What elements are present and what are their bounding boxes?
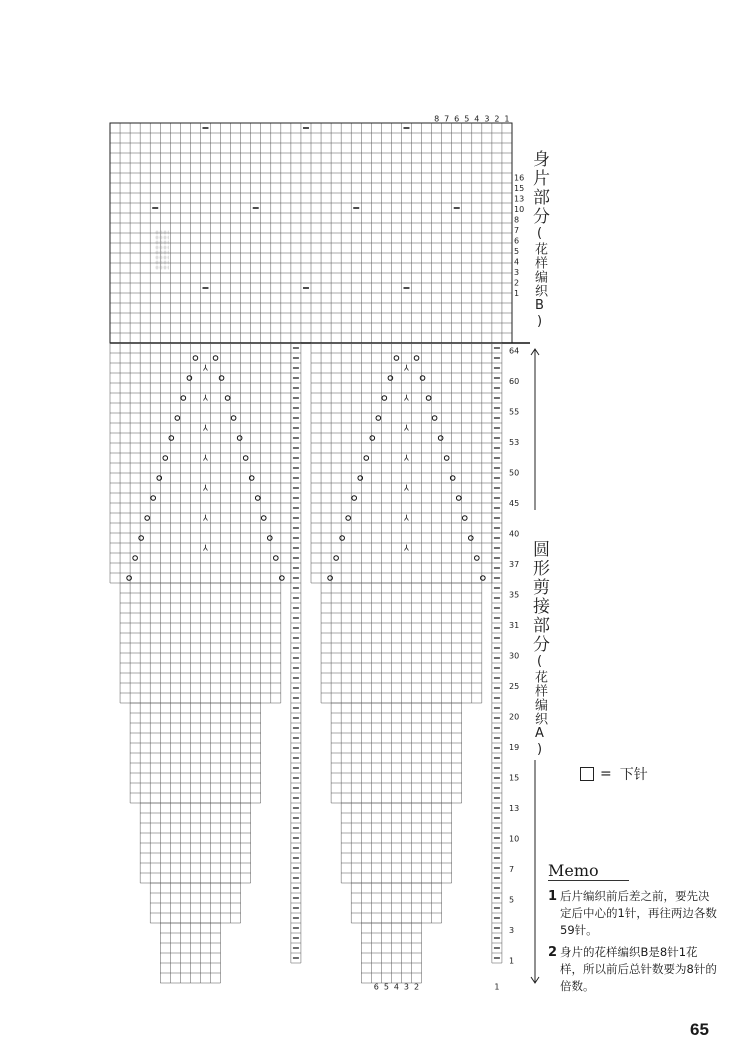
row-number: 7	[509, 865, 515, 874]
row-number: 1	[509, 956, 515, 966]
row-number: 19	[509, 743, 520, 752]
yarn-over-mark	[127, 576, 132, 581]
k2tog-mark: ⅄	[203, 453, 208, 463]
yarn-over-mark	[340, 536, 345, 541]
yarn-over-mark	[225, 396, 230, 401]
yarn-over-mark	[133, 556, 138, 561]
memo-note-text: 身片的花样编织B是8针1花样，所以前后总针数要为8针的倍数。	[560, 945, 717, 993]
yarn-over-mark	[334, 556, 339, 561]
row-number: 40	[509, 529, 520, 539]
legend-equals: =	[600, 766, 612, 782]
row-number: 2	[514, 278, 520, 288]
k2tog-mark: ⅄	[404, 363, 409, 373]
row-number: 16	[514, 173, 525, 183]
yarn-over-mark	[426, 396, 431, 401]
k2tog-mark: ⅄	[404, 543, 409, 553]
memo-note-number: 2	[548, 945, 558, 960]
k2tog-mark: ⅄	[404, 483, 409, 493]
yarn-over-mark	[219, 376, 224, 381]
paper-stain	[155, 230, 169, 270]
row-number: 15	[509, 773, 520, 783]
row-number: 37	[509, 560, 520, 569]
column-number: 6	[454, 114, 460, 124]
row-number: 31	[509, 621, 520, 630]
memo-title: Memo	[548, 861, 599, 880]
row-number: 50	[509, 468, 520, 478]
row-number: 10	[514, 205, 525, 214]
yarn-over-mark	[438, 436, 443, 441]
memo-note	[548, 888, 718, 939]
yarn-over-mark	[213, 356, 218, 361]
row-number: 64	[509, 346, 520, 356]
yarn-over-mark	[187, 376, 192, 381]
yarn-over-mark	[151, 496, 156, 501]
row-number: 4	[514, 257, 520, 267]
column-number: 8	[434, 114, 440, 124]
row-number: 45	[509, 499, 520, 508]
legend-text: 下针	[619, 767, 648, 783]
body-section-main: 身片部分	[529, 150, 549, 226]
row-number: 7	[514, 226, 520, 235]
yarn-over-mark	[280, 576, 285, 581]
row-number: 6	[514, 236, 520, 246]
k2tog-mark: ⅄	[404, 453, 409, 463]
row-number: 35	[509, 590, 520, 600]
row-number: 3	[509, 926, 515, 935]
yarn-over-mark	[432, 416, 437, 421]
k2tog-mark: ⅄	[203, 513, 208, 523]
row-number: 25	[509, 682, 520, 691]
yarn-over-mark	[328, 576, 333, 581]
yarn-over-mark	[481, 576, 486, 581]
k2tog-mark: ⅄	[404, 423, 409, 433]
body-section-title	[527, 150, 552, 330]
k2tog-mark: ⅄	[404, 513, 409, 523]
row-number: 55	[509, 407, 520, 417]
yarn-over-mark	[267, 536, 272, 541]
column-number: 7	[444, 114, 450, 124]
row-number: 3	[514, 268, 520, 277]
column-number: 2	[494, 114, 500, 124]
yarn-over-mark	[456, 496, 461, 501]
memo	[548, 862, 718, 995]
k2tog-mark: ⅄	[203, 393, 208, 403]
body-grid	[110, 123, 512, 343]
row-number: 8	[514, 215, 520, 225]
row-number: 5	[514, 247, 520, 256]
memo-note	[548, 944, 718, 995]
yoke-section-title	[527, 540, 552, 758]
yarn-over-mark	[450, 476, 455, 481]
yarn-over-mark	[420, 376, 425, 381]
row-number: 60	[509, 377, 520, 386]
yarn-over-mark	[274, 556, 279, 561]
column-number: 5	[464, 114, 470, 124]
column-number: 3	[484, 114, 490, 124]
column-number: 6	[373, 982, 379, 992]
row-number: 53	[509, 438, 520, 447]
column-number: 4	[474, 114, 480, 124]
yarn-over-mark	[388, 376, 393, 381]
yarn-over-mark	[475, 556, 480, 561]
column-number: 4	[393, 982, 399, 992]
yarn-over-mark	[352, 496, 357, 501]
memo-note-text: 后片编织前后差之前，要先决定后中心的1针，再往两边各数59针。	[560, 889, 717, 937]
row-number: 15	[514, 184, 525, 193]
yarn-over-mark	[358, 476, 363, 481]
yarn-over-mark	[462, 516, 467, 521]
column-number: 3	[403, 982, 410, 992]
yarn-over-mark	[163, 456, 168, 461]
row-number: 20	[509, 712, 520, 722]
yarn-over-mark	[175, 416, 180, 421]
column-number: 1	[494, 982, 500, 992]
k2tog-mark: ⅄	[203, 363, 208, 373]
row-number: 5	[509, 895, 515, 905]
yarn-over-mark	[193, 356, 198, 361]
yarn-over-mark	[157, 476, 162, 481]
yoke-section-sub: (花样编织A)	[532, 654, 547, 758]
row-number: 13	[514, 194, 525, 204]
knit-stitch-box-icon	[580, 767, 594, 781]
page-number: 65	[690, 1020, 709, 1039]
yarn-over-mark	[237, 436, 242, 441]
yarn-over-mark	[376, 416, 381, 421]
k2tog-mark: ⅄	[203, 483, 208, 493]
k2tog-mark: ⅄	[404, 393, 409, 403]
yarn-over-mark	[169, 436, 174, 441]
row-number: 13	[509, 804, 520, 813]
yarn-over-mark	[382, 396, 387, 401]
yarn-over-mark	[414, 356, 419, 361]
yarn-over-mark	[255, 496, 260, 501]
row-number: 10	[509, 834, 520, 844]
yarn-over-mark	[394, 356, 399, 361]
row-number: 1	[514, 289, 520, 298]
column-number: 1	[504, 114, 510, 124]
body-section-sub: (花样编织B)	[532, 226, 547, 330]
yarn-over-mark	[444, 456, 449, 461]
column-number: 2	[413, 982, 420, 992]
row-number: 30	[509, 651, 520, 661]
yarn-over-mark	[139, 536, 144, 541]
legend	[580, 764, 648, 784]
k2tog-mark: ⅄	[203, 423, 208, 433]
column-number: 5	[383, 982, 389, 992]
yarn-over-mark	[181, 396, 186, 401]
yarn-over-mark	[249, 476, 254, 481]
yarn-over-mark	[145, 516, 150, 521]
memo-note-number: 1	[548, 889, 558, 904]
yarn-over-mark	[231, 416, 236, 421]
yarn-over-mark	[364, 456, 369, 461]
yoke-section-main: 圆形剪接部分	[529, 540, 549, 654]
yarn-over-mark	[468, 536, 473, 541]
yarn-over-mark	[370, 436, 375, 441]
yarn-over-mark	[243, 456, 248, 461]
yarn-over-mark	[346, 516, 351, 521]
yarn-over-mark	[261, 516, 266, 521]
k2tog-mark: ⅄	[203, 543, 208, 553]
